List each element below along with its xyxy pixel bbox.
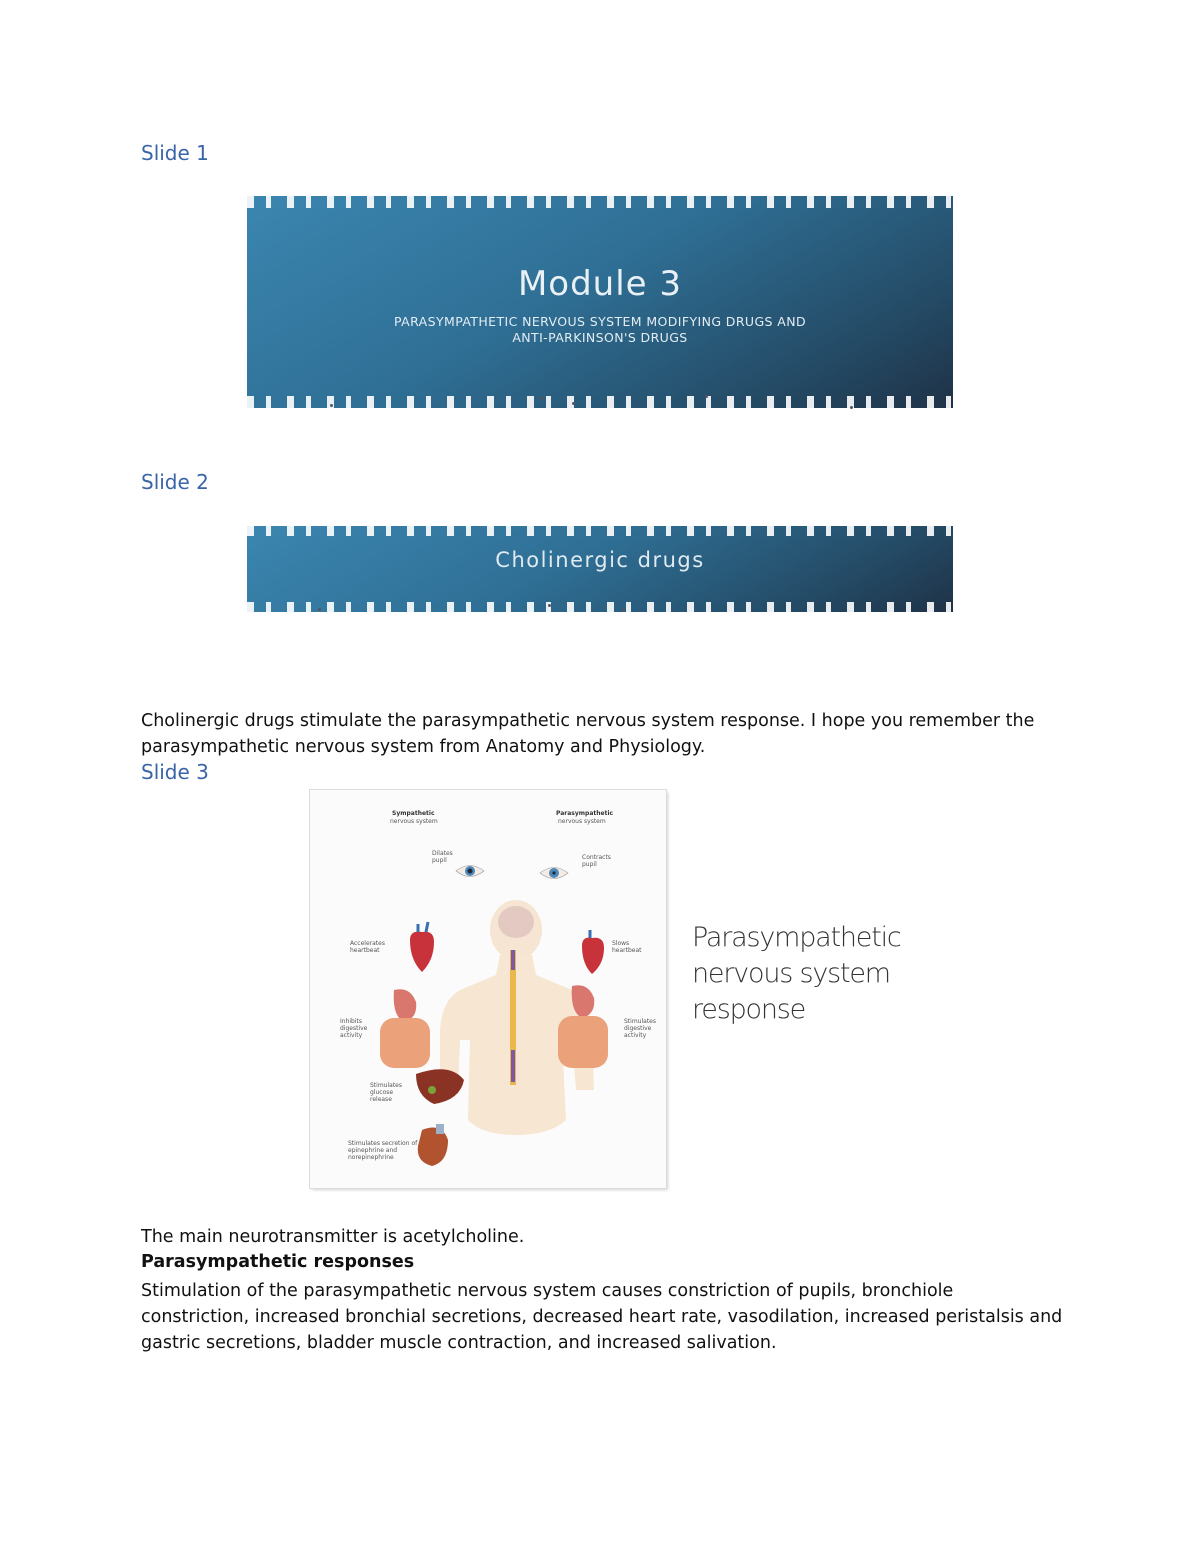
speck bbox=[330, 404, 333, 407]
speck bbox=[318, 608, 321, 611]
right-label-heart: Slows heartbeat bbox=[612, 940, 642, 954]
slide2-title: Cholinergic drugs bbox=[495, 548, 705, 572]
slide3-side-title: Parasympathetic nervous system response bbox=[692, 922, 901, 1025]
slide2-heading: Slide 2 bbox=[141, 470, 209, 494]
right-label-pupil: Contracts pupil bbox=[582, 854, 611, 868]
heart-icon bbox=[582, 930, 604, 974]
slide3-heading: Slide 3 bbox=[141, 760, 209, 784]
section-body: Stimulation of the parasympathetic nervous system causes constriction of pupils, bronchiole constriction, increased bronchial secretions, decreased heart rate, vasodilation, increased peristalsis and gastric secretions, bladder muscle contraction, and increased salivation. bbox=[141, 1281, 1063, 1353]
col-right-title: Parasympathetic bbox=[556, 810, 614, 817]
slide1-heading: Slide 1 bbox=[141, 141, 209, 165]
slide1-title: Module 3 bbox=[517, 264, 683, 304]
speck bbox=[622, 608, 625, 611]
left-label-glucose: Stimulates glucose release bbox=[370, 1082, 402, 1103]
eye-icon bbox=[456, 866, 484, 877]
slide2-banner bbox=[247, 526, 953, 612]
banner-rough-top bbox=[247, 196, 953, 208]
col-left-title: Sympathetic bbox=[392, 810, 435, 817]
slide1-subtitle bbox=[307, 314, 893, 346]
col-right-sub: nervous system bbox=[558, 818, 606, 825]
slide2-body: Cholinergic drugs stimulate the parasympathetic nervous system response. I hope you remember the parasympathetic nervous system from Anatomy and Physiology. bbox=[141, 711, 1035, 757]
left-label-heart: Accelerates heartbeat bbox=[350, 940, 385, 954]
left-label-digestive: Inhibits digestive activity bbox=[340, 1018, 368, 1039]
slide1-subtitle-line1: PARASYMPATHETIC NERVOUS SYSTEM MODIFYING DRUGS AND bbox=[394, 314, 806, 329]
speck bbox=[540, 397, 543, 400]
col-left-sub: nervous system bbox=[390, 818, 438, 825]
left-label-epinephrine: Stimulates secretion of epinephrine and norepinephrine bbox=[348, 1140, 418, 1161]
diagram-illustration bbox=[310, 790, 666, 1188]
left-label-pupil: Dilates pupil bbox=[432, 850, 453, 864]
neurotransmitter-text: The main neurotransmitter is acetylcholine. bbox=[141, 1227, 525, 1247]
heart-icon bbox=[410, 922, 434, 972]
slide1-banner bbox=[247, 196, 953, 408]
banner-rough-bottom bbox=[247, 602, 953, 612]
speck bbox=[572, 402, 575, 405]
speck bbox=[705, 395, 708, 398]
digestive-system-icon bbox=[380, 989, 430, 1068]
right-label-digestive: Stimulates digestive activity bbox=[624, 1018, 656, 1039]
eye-icon bbox=[540, 868, 568, 879]
nervous-system-diagram bbox=[310, 790, 666, 1188]
kidney-icon bbox=[418, 1124, 448, 1166]
section-title: Parasympathetic responses bbox=[141, 1252, 415, 1272]
speck bbox=[850, 406, 853, 409]
banner-rough-top bbox=[247, 526, 953, 536]
liver-icon bbox=[416, 1069, 464, 1104]
slide1-subtitle-line2: ANTI-PARKINSON'S DRUGS bbox=[512, 330, 688, 345]
speck bbox=[548, 604, 551, 607]
banner-rough-bottom bbox=[247, 396, 953, 408]
